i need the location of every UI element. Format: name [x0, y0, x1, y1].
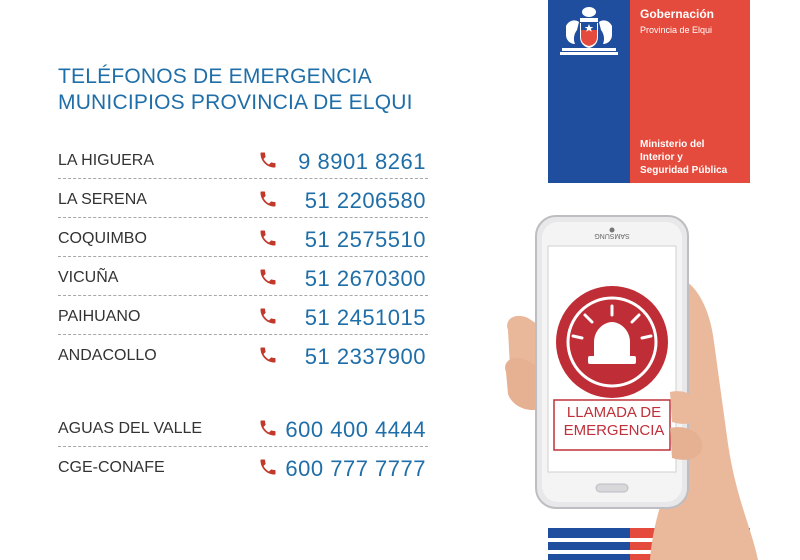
title-line-1: TELÉFONOS DE EMERGENCIA: [58, 65, 372, 88]
page-title: [58, 64, 413, 116]
list-item: [58, 257, 428, 296]
smartphone-illustration: [500, 212, 760, 560]
phone-number[interactable]: 9 8901 8261: [298, 149, 426, 174]
phone-icon: [258, 306, 278, 326]
phone-number[interactable]: 51 2206580: [304, 188, 426, 213]
title-line-2: MUNICIPIOS PROVINCIA DE ELQUI: [58, 91, 413, 114]
service-name: CGE-CONAFE: [58, 459, 165, 476]
list-item: [58, 296, 428, 335]
coat-of-arms-icon: [556, 6, 622, 56]
list-item: [58, 335, 428, 373]
municipio-name: LA SERENA: [58, 191, 147, 208]
emergency-call-label: LLAMADA DE EMERGENCIA: [563, 404, 665, 439]
ministerio-label: Ministerio del Interior y Seguridad Pública: [640, 139, 728, 176]
municipio-name: COQUIMBO: [58, 230, 147, 247]
municipio-name: LA HIGUERA: [58, 152, 155, 169]
list-item: [58, 447, 428, 485]
list-item: [58, 408, 428, 447]
municipios-list: [58, 140, 428, 373]
gobernacion-label: Gobernación: [640, 7, 715, 21]
phone-icon: [258, 189, 278, 209]
phone-icon: [258, 150, 278, 170]
municipio-name: ANDACOLLO: [58, 347, 157, 364]
service-name: AGUAS DEL VALLE: [58, 420, 203, 437]
phone-icon: [258, 228, 278, 248]
phone-number[interactable]: 51 2337900: [304, 344, 426, 369]
municipio-name: VICUÑA: [58, 269, 119, 286]
phone-number[interactable]: 51 2670300: [304, 266, 426, 291]
list-item: [58, 218, 428, 257]
phone-number[interactable]: 51 2451015: [304, 305, 426, 330]
list-item: [58, 140, 428, 179]
phone-icon: [258, 457, 278, 477]
phone-number[interactable]: 600 400 4444: [285, 417, 426, 442]
phone-number[interactable]: 600 777 7777: [285, 456, 426, 481]
provincia-label: Provincia de Elqui: [640, 25, 713, 35]
list-item: [58, 179, 428, 218]
phone-icon: [258, 418, 278, 438]
phone-icon: [258, 267, 278, 287]
services-list: [58, 408, 428, 485]
svg-text:SAMSUNG: SAMSUNG: [594, 232, 630, 239]
municipio-name: PAIHUANO: [58, 308, 141, 325]
phone-number[interactable]: 51 2575510: [304, 227, 426, 252]
phone-icon: [258, 345, 278, 365]
